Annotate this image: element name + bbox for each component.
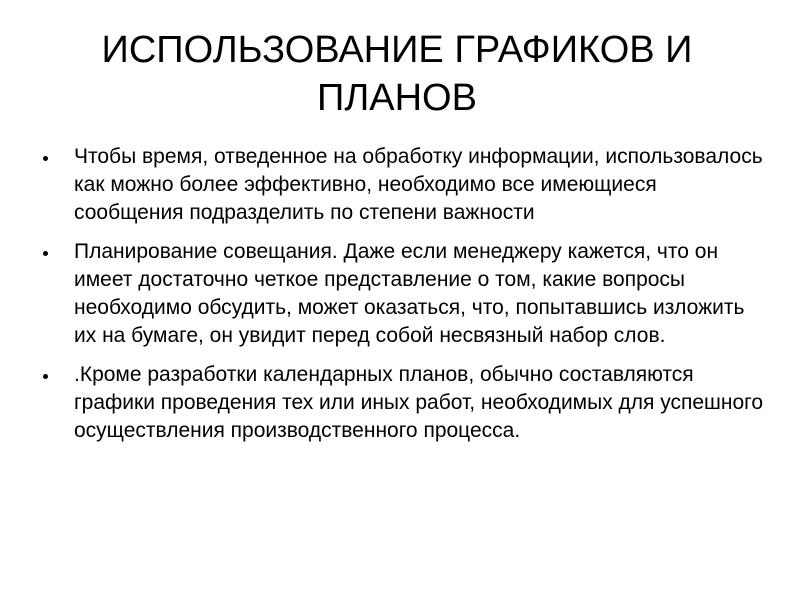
bullet-list: [40, 143, 770, 456]
bullet-dot-icon: [43, 374, 48, 379]
slide-title-line-1: ИСПОЛЬЗОВАНИЕ ГРАФИКОВ И: [101, 29, 693, 71]
bullet-text-2: Планирование совещания. Даже если менеджеру кажется, что он имеет достаточно четкое представление о том, какие вопросы необходимо обсудить, может оказаться, что, попытавшись изложить их на бумаге, он увидит перед собой несвязный набор слов.: [74, 240, 745, 347]
bullet-item-2: [40, 238, 770, 350]
bullet-text-3: .Кроме разработки календарных планов, обычно составляются графики проведения тех или иных работ, необходимых для успешного осуществления производственного процесса.: [74, 363, 764, 442]
bullet-dot-icon: [43, 156, 48, 161]
slide-title: [40, 26, 754, 122]
slide-title-line-2: ПЛАНОВ: [317, 77, 477, 119]
bullet-item-3: [40, 361, 770, 445]
bullet-item-1: [40, 143, 770, 227]
bullet-text-1: Чтобы время, отведенное на обработку информации, использовалось как можно более эффективно, необходимо все имеющиеся сообщения подразделить по степени важности: [74, 145, 763, 224]
bullet-dot-icon: [43, 251, 48, 256]
